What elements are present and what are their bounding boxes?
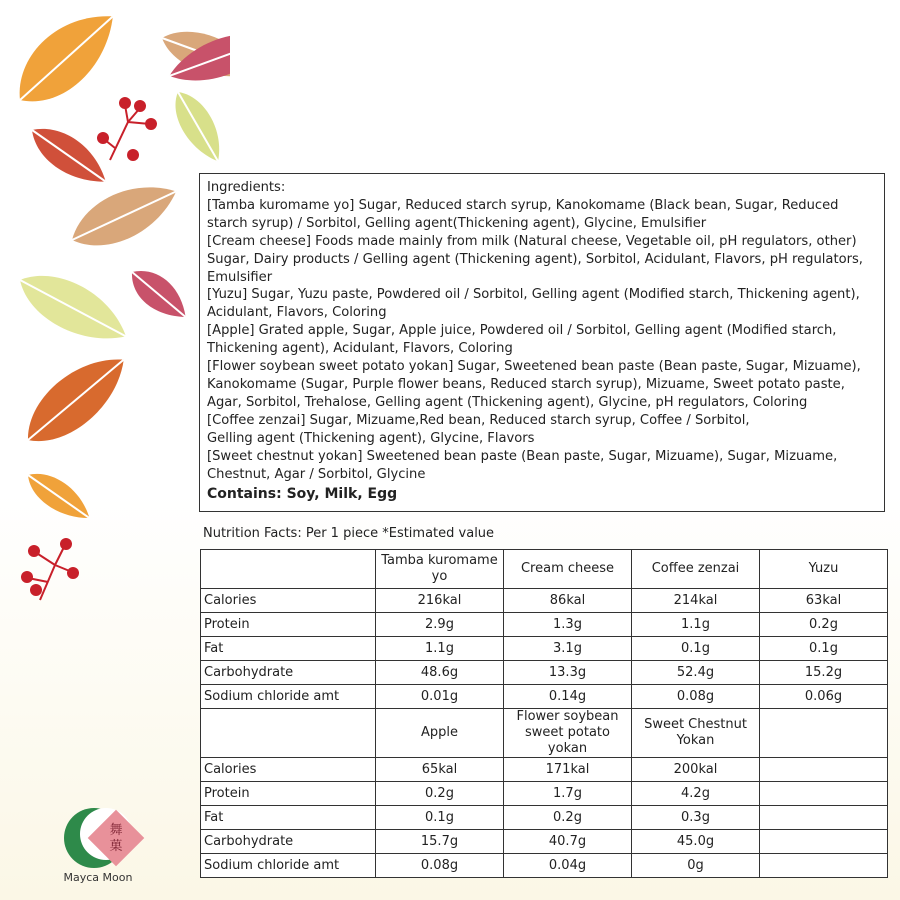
nutrition-table xyxy=(200,549,888,878)
table-cell xyxy=(760,806,888,830)
ingredient-line: [Sweet chestnut yokan] Sweetened bean paste (Bean paste, Sugar, Mizuame), Sugar, Mizuame, Chestnut, Agar / Sorbitol, Glycine xyxy=(207,448,838,482)
table-row xyxy=(201,830,888,854)
table-cell xyxy=(760,830,888,854)
table-cell: 45.0g xyxy=(632,830,760,854)
table-cell: 171kal xyxy=(504,758,632,782)
header-cell: Apple xyxy=(376,709,504,758)
leaf xyxy=(62,170,186,260)
table-cell: 48.6g xyxy=(376,661,504,685)
logo-kanji-bottom: 菓 xyxy=(109,839,123,854)
table-cell: 0.1g xyxy=(376,806,504,830)
ingredient-line: [Tamba kuromame yo] Sugar, Reduced starch syrup, Kanokomame (Black bean, Sugar, Reduced starch syrup) / Sorbitol, Gelling agent(Thickening agent), Glycine, Emulsifier xyxy=(207,197,839,231)
table-cell: 0.1g xyxy=(760,637,888,661)
ingredients-heading: Ingredients: xyxy=(207,180,286,195)
row-label: Calories xyxy=(201,589,376,613)
table-cell: 63kal xyxy=(760,589,888,613)
table-cell: 0.2g xyxy=(376,782,504,806)
table-cell: 15.7g xyxy=(376,830,504,854)
header-cell xyxy=(760,709,888,758)
table-cell: 0.2g xyxy=(504,806,632,830)
table-cell: 214kal xyxy=(632,589,760,613)
table-header-row xyxy=(201,550,888,589)
row-label: Calories xyxy=(201,758,376,782)
table-row xyxy=(201,589,888,613)
header-cell-empty xyxy=(201,550,376,589)
row-label: Protein xyxy=(201,782,376,806)
row-label: Protein xyxy=(201,613,376,637)
table-cell: 15.2g xyxy=(760,661,888,685)
header-cell: Flower soybean sweet potato yokan xyxy=(504,709,632,758)
header-cell: Sweet Chestnut Yokan xyxy=(632,709,760,758)
logo-kanji-top: 舞 xyxy=(109,823,123,838)
header-cell: Yuzu xyxy=(760,550,888,589)
table-row xyxy=(201,661,888,685)
table-cell: 65kal xyxy=(376,758,504,782)
table-cell: 216kal xyxy=(376,589,504,613)
table-cell: 0.01g xyxy=(376,685,504,709)
autumn-leaves-decoration xyxy=(0,0,230,620)
row-label: Sodium chloride amt xyxy=(201,685,376,709)
leaf xyxy=(122,260,195,329)
table-cell xyxy=(760,758,888,782)
table-row xyxy=(201,806,888,830)
table-cell xyxy=(760,782,888,806)
table-cell: 1.7g xyxy=(504,782,632,806)
table-cell: 0.06g xyxy=(760,685,888,709)
ingredient-line: [Apple] Grated apple, Sugar, Apple juice, Powdered oil / Sorbitol, Gelling agent (Modified starch, Thickening agent), Acidulant, Flavors, Coloring xyxy=(207,323,837,357)
table-cell: 200kal xyxy=(632,758,760,782)
ingredient-line: Gelling agent (Thickening agent), Glycine, Flavors xyxy=(207,430,535,446)
table-cell: 0.04g xyxy=(504,854,632,878)
leaf xyxy=(23,116,116,195)
table-cell: 1.1g xyxy=(376,637,504,661)
logo-brand-name: Mayca Moon xyxy=(63,871,133,884)
table-cell: 86kal xyxy=(504,589,632,613)
table-cell: 0g xyxy=(632,854,760,878)
table-cell: 0.14g xyxy=(504,685,632,709)
table-cell: 2.9g xyxy=(376,613,504,637)
row-label: Fat xyxy=(201,806,376,830)
leaf xyxy=(1,0,130,120)
table-row xyxy=(201,854,888,878)
berry-sprig xyxy=(97,97,157,161)
table-row xyxy=(201,613,888,637)
leaf xyxy=(165,84,230,169)
table-cell: 0.08g xyxy=(376,854,504,878)
ingredient-line: [Coffee zenzai] Sugar, Mizuame,Red bean, Reduced starch syrup, Coffee / Sorbitol, xyxy=(207,412,750,428)
ingredient-line: [Cream cheese] Foods made mainly from milk (Natural cheese, Vegetable oil, pH regulators, other) Sugar, Dairy products / Gelling agent (Thickening agent), Sorbitol, Acidulant, Flavors, pH regulators, Emulsifier xyxy=(207,233,863,285)
ingredient-line: [Flower soybean sweet potato yokan] Sugar, Sweetened bean paste (Bean paste, Sugar, Mizuame), Kanokomame (Sugar, Purple flower beans, Reduced starch syrup), Mizuame, Sweet potato paste, Agar, Sorbitol, Trehalose, Gelling agent (Thickening agent), Glycine, pH regulators, Coloring xyxy=(207,359,861,410)
table-cell: 0.08g xyxy=(632,685,760,709)
header-cell: Coffee zenzai xyxy=(632,550,760,589)
table-cell: 3.1g xyxy=(504,637,632,661)
table-cell: 0.3g xyxy=(632,806,760,830)
table-cell: 13.3g xyxy=(504,661,632,685)
leaf xyxy=(20,463,97,529)
ingredient-line: [Yuzu] Sugar, Yuzu paste, Powdered oil / Sorbitol, Gelling agent (Modified starch, Thickening agent), Acidulant, Flavors, Coloring xyxy=(207,287,860,321)
allergen-statement: Contains: Soy, Milk, Egg xyxy=(207,486,398,503)
header-cell: Cream cheese xyxy=(504,550,632,589)
table-row xyxy=(201,758,888,782)
leaf xyxy=(9,259,136,356)
leaf xyxy=(12,341,139,459)
table-cell: 0.1g xyxy=(632,637,760,661)
table-row xyxy=(201,782,888,806)
table-cell: 1.1g xyxy=(632,613,760,637)
table-cell: 0.2g xyxy=(760,613,888,637)
table-header-row xyxy=(201,709,888,758)
table-cell: 52.4g xyxy=(632,661,760,685)
row-label: Carbohydrate xyxy=(201,661,376,685)
table-row xyxy=(201,637,888,661)
table-cell: 4.2g xyxy=(632,782,760,806)
row-label: Sodium chloride amt xyxy=(201,854,376,878)
table-row xyxy=(201,685,888,709)
header-cell: Tamba kuromame yo xyxy=(376,550,504,589)
row-label: Carbohydrate xyxy=(201,830,376,854)
header-cell-empty xyxy=(201,709,376,758)
row-label: Fat xyxy=(201,637,376,661)
ingredients-box xyxy=(199,173,885,512)
table-cell: 1.3g xyxy=(504,613,632,637)
nutrition-facts-title: Nutrition Facts: Per 1 piece *Estimated value xyxy=(203,526,495,541)
table-cell xyxy=(760,854,888,878)
table-cell: 40.7g xyxy=(504,830,632,854)
berry-sprig xyxy=(21,538,79,600)
